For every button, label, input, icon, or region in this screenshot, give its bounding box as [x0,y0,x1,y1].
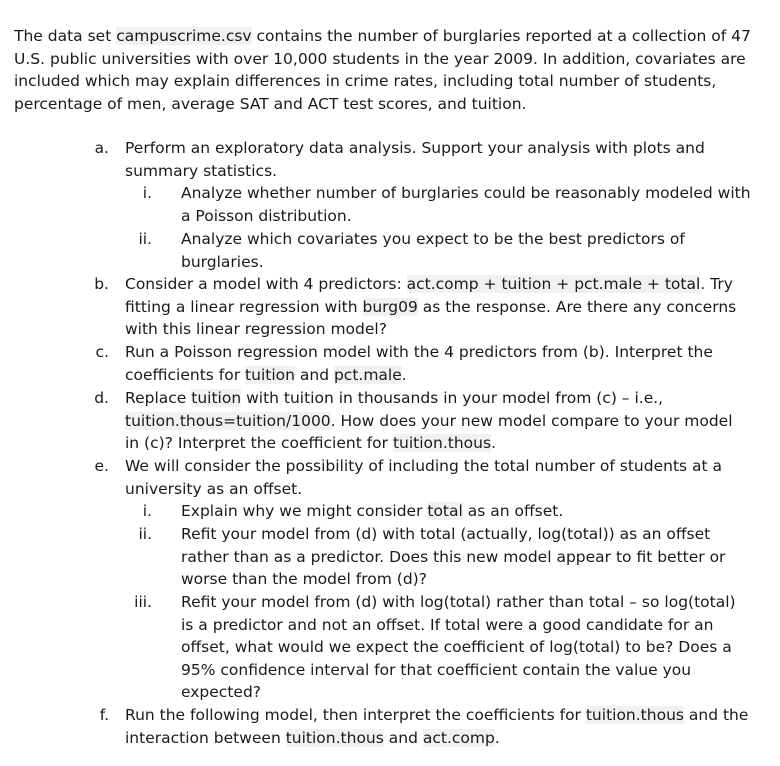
tuition-thous-code-f: tuition.thous [585,706,684,724]
question-e-ii-text: Refit your model from (d) with total (actually, log(total)) as an offset rather than as a predictor. Does this new model appear to fit better or worse than the model from (d)? [181,525,726,588]
question-c-text-1: Run a Poisson regression model with the 4 predictors from (b). Interpret the coefficients for [125,343,713,384]
question-a-text: Perform an exploratory data analysis. Support your analysis with plots and summary statistics. [125,139,705,180]
intro-paragraph [14,25,754,115]
question-e-iii-label: iii. [134,593,152,611]
intro-text-1: The data set [14,27,117,45]
question-e-iii-text: Refit your model from (d) with log(total) rather than total – so log(total) is a predictor and not an offset. If total were a good candidate for an offset, what would we expect the coefficient of log(total) to be? Does a 95% confidence interval for that coefficient contain the value you expected? [181,593,736,701]
question-e-i-label: i. [142,502,152,520]
response-code: burg09 [362,297,418,316]
question-c-label: c. [95,343,109,361]
question-d-text-1: Replace [125,389,192,407]
question-b-text [125,273,750,341]
question-e-i-text-1: Explain why we might consider [181,502,428,520]
question-c-text-2: and [294,365,334,384]
question-c-text-3: . [401,365,407,384]
tuition-code: tuition [245,365,295,384]
question-d-text-3: . How does your new model compare to your model in (c)? Interpret the coefficient for [125,411,733,452]
question-a-i-text: Analyze whether number of burglaries could be reasonably modeled with a Poisson distribution. [181,184,751,225]
question-e-i-text-2: as an offset. [462,502,564,520]
question-b-text-2: . Try fitting a linear regression with [125,275,733,316]
tuition-code-d: tuition [191,389,242,407]
question-a-ii-text: Analyze which covariates you expect to be the best predictors of burglaries. [181,230,685,271]
question-b-text-3: as the response. Are there any concerns with this linear regression model? [125,297,737,338]
question-f-text-1: Run the following model, then interpret the coefficients for [125,706,586,724]
question-a-ii-label: ii. [138,230,152,248]
question-d-text-4: . [491,434,496,452]
question-d-text [125,387,735,455]
question-b-label: b. [94,275,109,293]
question-f-label: f. [99,706,109,724]
question-f-text [125,704,750,749]
question-f-text-4: . [494,728,500,747]
question-d-label: d. [94,389,109,407]
tuition-thous-definition-code: tuition.thous=tuition/1000 [125,411,331,430]
predictors-code: act.comp + tuition + pct.male + total [406,275,701,293]
question-a-label: a. [94,139,109,157]
total-code: total [427,502,463,520]
question-a-i-label: i. [142,184,152,202]
question-e-text: We will consider the possibility of including the total number of students at a university as an offset. [125,457,723,498]
question-f-text-3: and [383,728,423,747]
tuition-thous-code-f2: tuition.thous [285,728,384,747]
pct-male-code: pct.male [333,365,402,384]
question-e-ii-label: ii. [138,525,152,543]
question-c-text [125,341,750,386]
question-b-text-1: Consider a model with 4 predictors: [125,275,407,293]
tuition-thous-code: tuition.thous [392,434,492,452]
question-e-i-text [181,500,751,523]
question-d-text-2: with tuition in thousands in your model from (c) – i.e., [241,389,664,407]
question-e-label: e. [94,457,109,475]
dataset-filename: campuscrime.csv [116,27,252,45]
act-comp-code: act.comp [422,728,495,747]
question-f-text-2: and the interaction between [125,706,749,747]
intro-text-2: contains the number of burglaries reported at a collection of 47 U.S. public universities with over 10,000 students in the year 2009. In addition, covariates are included which may explain differences in crime rates, including total number of students, percentage of men, average SAT and ACT test scores, and tuition. [14,27,751,113]
